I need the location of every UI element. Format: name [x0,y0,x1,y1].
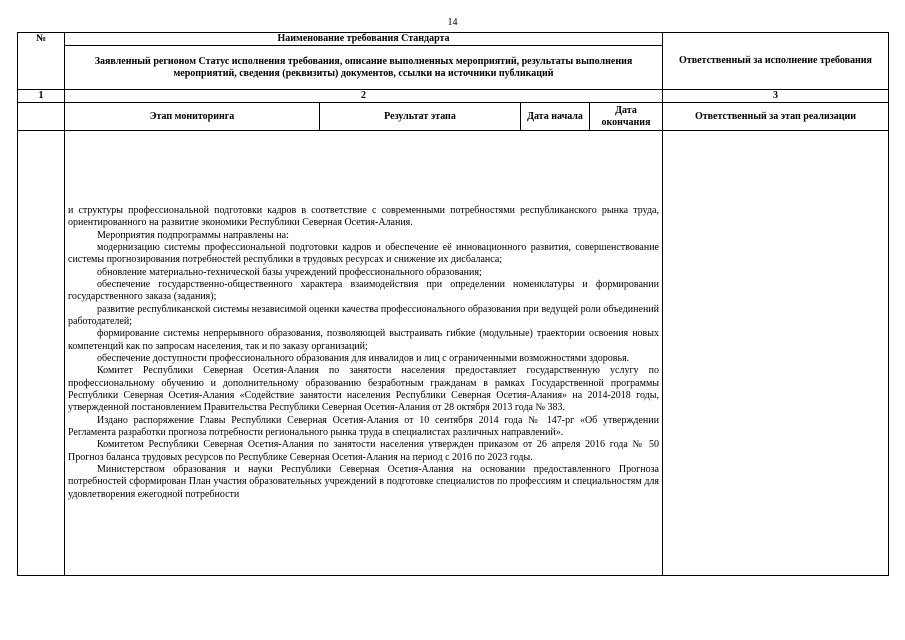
body-paragraph: обновление материально-технической базы учреждений профессионального образования; [97,266,482,278]
requirement-description [65,131,663,576]
stage-result-header: Результат этапа [320,103,521,131]
body-paragraph: модернизацию системы профессиональной подготовки кадров и обеспечение её инновационного развития, совершенствование системы прогнозирования потребностей республики в трудовых ресурсах и снижение их дисбаланса; [68,241,659,266]
body-paragraph: формирование системы непрерывного образования, позволяющей выстраивать гибкие (модульные) траектории освоения новых компетенций как по запросам населения, так и по заказу организаций; [68,328,659,352]
requirements-table [17,32,889,576]
body-paragraph: Министерством образования и науки Республики Северная Осетия-Алания на основании предоставленного Прогноза потребностей сформирован План участия образовательных учреждений в подготовке специалистов по профессиям и специальностям для удовлетворения ежегодной потребности [68,464,659,500]
body-paragraph: развитие республиканской системы независимой оценки качества профессионального образования при ведущей роли объединений работодателей; [68,303,659,327]
empty-cell [18,103,65,131]
stage-responsible-header: Ответственный за этап реализации [663,103,889,131]
empty-cell [18,131,65,576]
page-number: 14 [447,17,458,28]
column-index-1: 1 [18,90,65,103]
number-header: № [18,33,65,90]
body-paragraph: Комитетом Республики Северная Осетия-Алания по занятости населения утвержден приказом от 26 апреля 2016 года № 50 Прогноз баланса трудовых ресурсов по Республике Северная Осетия-Алания на период с 2016 по 2023 годы. [68,439,659,463]
body-paragraph: Комитет Республики Северная Осетия-Алания по занятости населения предоставляет государственную услугу по профессиональному обучению и дополнительному образованию безработным гражданам в рамках Государственной программы Республики Северная Осетия-Алания «Содействие занятости населения Республики Северная Осетия-Алания» на 2014-2018 годы, утвержденной постановлением Правительства Республики Северная Осетия-Алания от 28 октября 2013 года № 383. [68,365,659,414]
start-date-header: Дата начала [521,103,590,131]
body-paragraph: Мероприятия подпрограммы направлены на: [97,229,289,241]
column-index-2: 2 [65,90,663,103]
body-paragraph: обеспечение государственно-общественного характера взаимодействия при определении номенклатуры и формировании государственного заказа (задания); [68,278,659,303]
body-paragraph: Издано распоряжение Главы Республики Северная Осетия-Алания от 10 сентября 2014 года № 147-рг «Об утверждении Регламента разработки прогноза потребности регионального рынка труда в специалистах различных направлений». [68,414,659,439]
requirement-title: Наименование требования Стандарта [65,33,663,46]
monitoring-stage-header: Этап мониторинга [65,103,320,131]
column-index-3: 3 [663,90,889,103]
responsible-header: Ответственный за исполнение требования [663,33,889,90]
requirement-subtitle: Заявленный регионом Статус исполнения требования, описание выполненных мероприятий, результаты выполнения мероприятий, сведения (реквизиты) документов, ссылки на источники публикаций [65,46,663,90]
responsible-cell [663,131,889,576]
end-date-header: Дата окончания [590,103,663,131]
body-paragraph: и структуры профессиональной подготовки кадров в соответствие с современными потребностями республиканского рынка труда, ориентированного на развитие экономики Республики Северная Осетия-Алания. [68,204,659,229]
body-paragraph: обеспечение доступности профессионального образования для инвалидов и лиц с ограниченными возможностями здоровья. [97,353,630,364]
